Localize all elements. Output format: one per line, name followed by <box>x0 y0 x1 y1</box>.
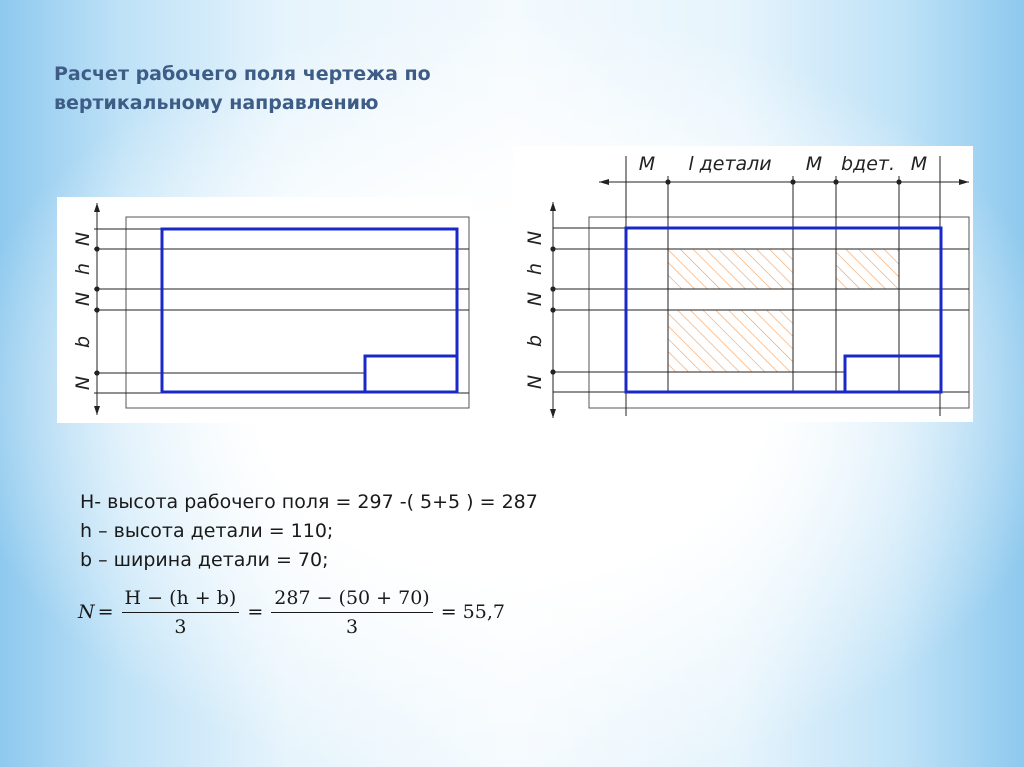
arrow-bottom <box>550 409 556 418</box>
slide-title <box>54 60 534 118</box>
hatch-area-1 <box>668 249 793 289</box>
dim-dot <box>833 179 838 184</box>
formula-line-3: b – ширина детали = 70; <box>80 549 329 571</box>
equation-lhs: N <box>78 601 95 623</box>
fraction-2-denominator: 3 <box>345 615 359 638</box>
fraction-2-numerator: 287 − (50 + 70) <box>271 587 432 613</box>
label-N-3: N <box>72 375 94 391</box>
formula-block <box>80 488 640 575</box>
formula-line-1: H- высота рабочего поля = 297 -( 5+5 ) = 287 <box>80 491 538 513</box>
right-drawing-svg <box>513 146 973 422</box>
dim-dot <box>94 246 99 251</box>
left-drawing-svg <box>57 197 472 423</box>
fraction-1 <box>122 587 240 638</box>
arrow-top <box>550 202 556 211</box>
title-line-1: Расчет рабочего поля чертежа по <box>54 63 431 85</box>
formula-line-2: h – высота детали = 110; <box>80 520 334 542</box>
arrow-left <box>599 179 609 185</box>
label-N-2: N <box>72 291 94 307</box>
dim-dot <box>94 307 99 312</box>
dim-dot <box>665 179 670 184</box>
label-b-det: bдет. <box>841 153 895 175</box>
equation-result: = 55,7 <box>440 601 505 623</box>
dim-dot <box>94 370 99 375</box>
label-b: b <box>72 335 94 349</box>
label-b: b <box>524 334 546 348</box>
equation-equals-2: = <box>247 601 264 623</box>
dim-dot <box>550 246 555 251</box>
label-N-1: N <box>72 231 94 247</box>
dim-dot <box>550 369 555 374</box>
arrow-top <box>94 203 100 212</box>
label-N-2: N <box>524 291 546 307</box>
equation-equals-1: = <box>97 601 114 623</box>
label-N-3: N <box>524 374 546 390</box>
left-drawing <box>57 197 472 423</box>
title-line-2: вертикальному направлению <box>54 92 379 114</box>
label-M-1: M <box>638 153 656 175</box>
arrow-bottom <box>94 406 100 415</box>
label-N-1: N <box>524 230 546 246</box>
sheet-border <box>126 217 469 408</box>
hatch-area-3 <box>668 310 793 372</box>
right-drawing <box>513 146 973 422</box>
dim-dot <box>550 307 555 312</box>
label-M-3: M <box>910 153 928 175</box>
dim-dot <box>896 179 901 184</box>
label-l-detali: l детали <box>688 153 772 175</box>
fraction-2 <box>271 587 432 638</box>
dim-dot <box>550 286 555 291</box>
fraction-1-denominator: 3 <box>174 615 187 638</box>
title-block <box>845 356 941 392</box>
dim-dot <box>790 179 795 184</box>
arrow-right <box>959 179 969 185</box>
title-block <box>365 356 457 392</box>
hatch-area-2 <box>836 249 899 289</box>
equation <box>78 582 508 642</box>
fraction-1-numerator: H − (h + b) <box>122 587 240 613</box>
label-M-2: M <box>805 153 823 175</box>
label-h: h <box>524 262 546 276</box>
label-h: h <box>72 262 94 276</box>
dim-dot <box>94 286 99 291</box>
